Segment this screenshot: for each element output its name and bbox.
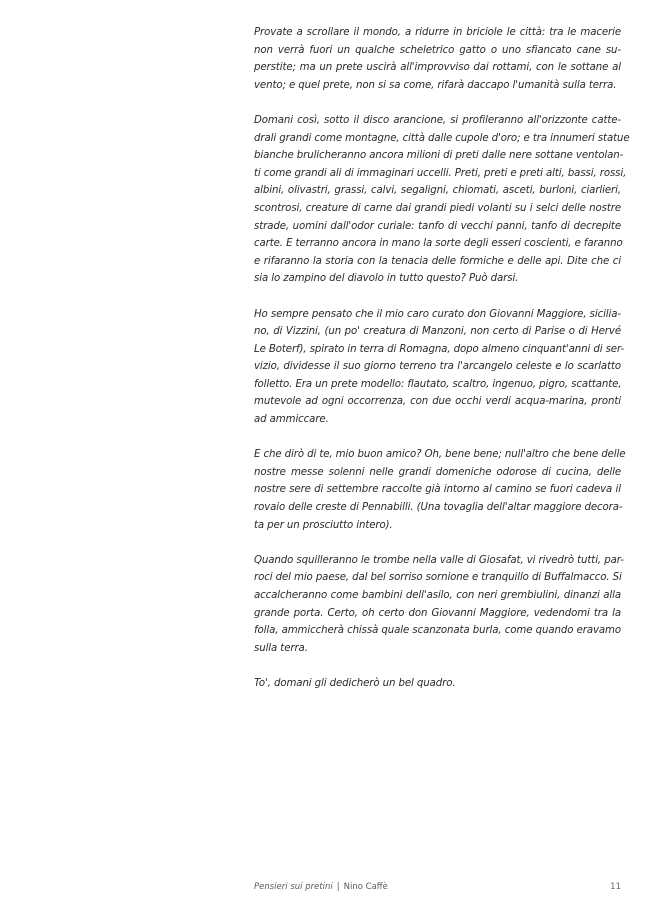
text-line: perstite; ma un prete uscirà all'improvviso dai rottami, con le sottane al (254, 62, 621, 74)
text-line: nostre sere di settembre raccolte già intorno al camino se fuori cadeva il (254, 484, 621, 496)
text-line: nostre messe solenni nelle grandi domeniche odorose di cucina, delle (254, 466, 621, 478)
text-line: folletto. Era un prete modello: flautato, scaltro, ingenuo, pigro, scattante, (254, 378, 622, 390)
body-text (254, 24, 630, 693)
text-line: sulla terra. (254, 642, 308, 654)
text-line: mutevole ad ogni occorrenza, con due occhi verdi acqua-marina, pronti (254, 396, 621, 408)
text-line: sia lo zampino del diavolo in tutto questo? Può darsi. (254, 273, 519, 285)
text-line: Le Boterf), spirato in terra di Romagna, dopo almeno cinquant'anni di ser- (254, 343, 625, 355)
page-number: 11 (610, 882, 621, 892)
text-line: non verrà fuori un qualche scheletrico gatto o uno sfiancato cane su- (254, 44, 621, 56)
paragraph (254, 446, 626, 534)
text-line: e rifaranno la storia con la tenacia delle formiche e delle api. Dite che ci (254, 255, 621, 267)
text-line: no, di Vizzini, (un po' creatura di Manzoni, non certo di Parise o di Hervé (254, 326, 621, 338)
text-line: Domani così, sotto il disco arancione, si profileranno all'orizzonte catte- (254, 114, 621, 126)
text-line: vento; e quel prete, non si sa come, rifarà daccapo l'umanità sulla terra. (254, 79, 617, 91)
text-line: folla, ammiccherà chissà quale scanzonata burla, come quando eravamo (254, 625, 621, 637)
footer-separator: | (336, 882, 340, 892)
footer-author: Nino Caffè (343, 882, 388, 892)
text-line: grande porta. Certo, oh certo don Giovanni Maggiore, vedendomi tra la (254, 607, 621, 619)
text-line: ad ammiccare. (254, 414, 329, 426)
text-line: carte. E terranno ancora in mano la sorte degli esseri coscienti, e faranno (254, 238, 623, 250)
text-line: rovaio delle creste di Pennabilli. (Una tovaglia dell'altar maggiore decora- (254, 502, 623, 514)
text-line: To', domani gli dedicherò un bel quadro. (254, 677, 456, 689)
text-line: roci del mio paese, dal bel sorriso sornione e tranquillo di Buffalmacco. Si (254, 572, 622, 584)
text-line: bianche brulicheranno ancora milioni di preti dalle nere sottane ventolan- (254, 150, 624, 162)
text-line: ta per un prosciutto intero). (254, 519, 393, 531)
text-line: Ho sempre pensato che il mio caro curato don Giovanni Maggiore, sicilia- (254, 308, 621, 320)
text-line: E che dirò di te, mio buon amico? Oh, bene bene; null'altro che bene delle (254, 449, 626, 461)
text-line: vizio, dividesse il suo giorno terreno tra l'arcangelo celeste e lo scarlatto (254, 361, 621, 373)
paragraph (254, 552, 624, 658)
text-line: albini, olivastri, grassi, calvi, segaligni, chiomati, asceti, burloni, ciarlieri, (254, 185, 621, 197)
page-footer (254, 882, 621, 896)
footer-book-title: Pensieri sui pretini (254, 882, 333, 892)
text-line: Quando squilleranno le trombe nella valle di Giosafat, vi rivedrò tutti, par- (254, 554, 624, 566)
paragraph (254, 112, 630, 288)
text-line: accalcheranno come bambini dell'asilo, con neri grembiulini, dinanzi alla (254, 590, 621, 601)
paragraph (254, 24, 621, 94)
text-line: Provate a scrollare il mondo, a ridurre in briciole le città: tra le macerie (254, 27, 621, 38)
paragraph (254, 675, 621, 693)
text-line: scontrosi, creature di carne dai grandi piedi volanti su i selci delle nostre (254, 202, 621, 214)
text-line: ti come grandi ali di immaginari uccelli. Preti, preti e preti alti, bassi, rossi, (254, 167, 627, 179)
text-line: drali grandi come montagne, città dalle cupole d'oro; e tra innumeri statue (254, 132, 630, 144)
text-line: strade, uomini dall'odor curiale: tanfo di vecchi panni, tanfo di decrepite (254, 220, 621, 232)
paragraph (254, 306, 625, 429)
